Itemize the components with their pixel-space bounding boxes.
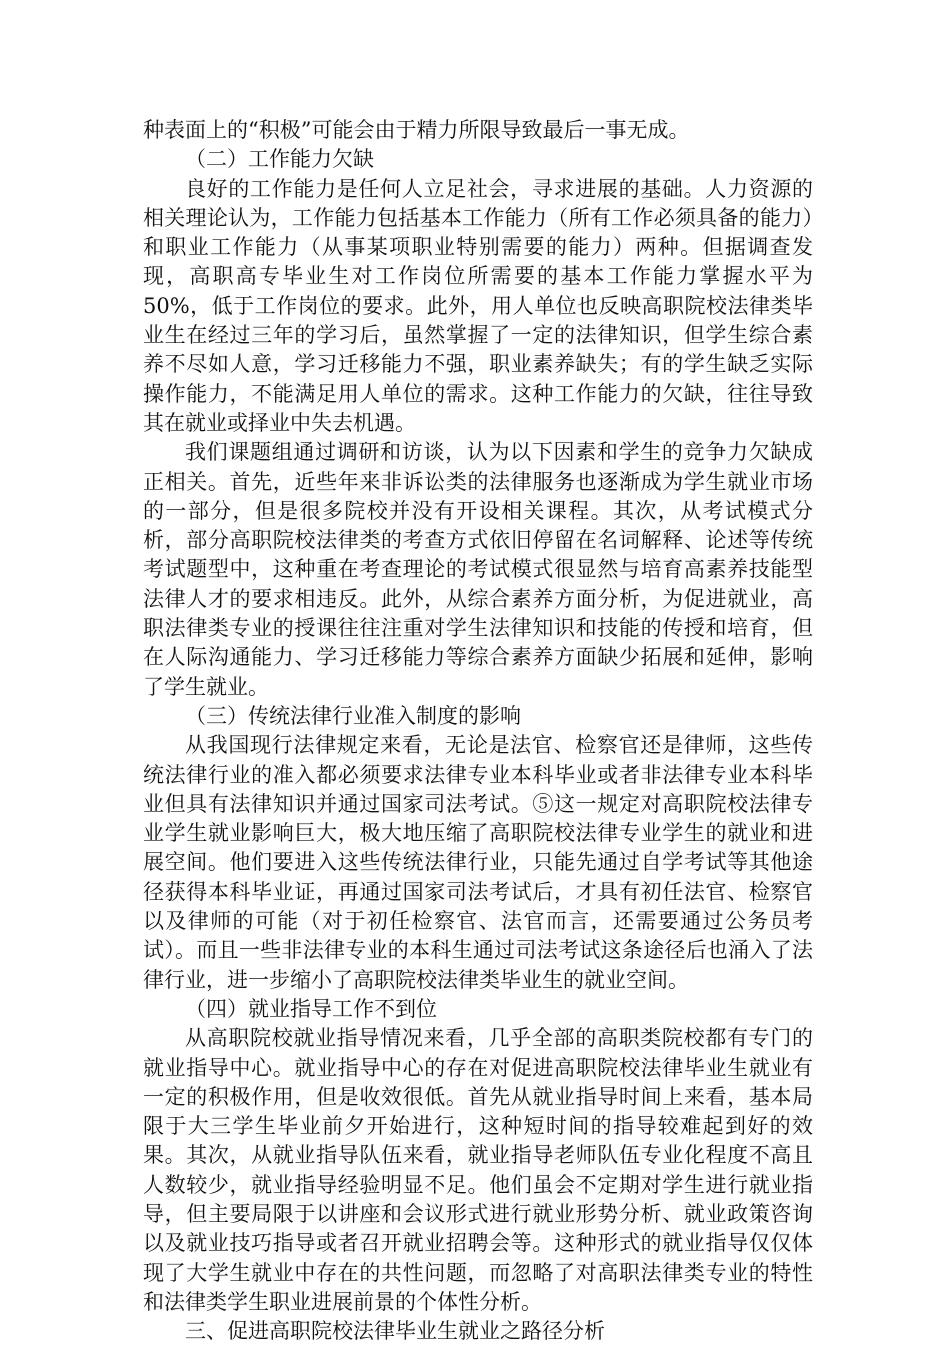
paragraph-career-guidance: 从高职院校就业指导情况来看，几乎全部的高职类院校都有专门的就业指导中心。就业指导中心的存在对促进高职院校法律毕业生就业有一定的积极作用，但是收效很低。首先从就业指导时间上来看，基本局限于大三学生毕业前夕开始进行，这种短时间的指导较难起到好的效果。其次，从就业指导队伍来看，就业指导老师队伍专业化程度不高且人数较少，就业指导经验明显不足。他们虽会不定期对学生进行就业指导，但主要局限于以讲座和会议形式进行就业形势分析、就业政策咨询以及就业技巧指导或者召开就业招聘会等。这种形式的就业指导仅仅体现了大学生就业中存在的共性问题，而忽略了对高职法律类专业的特性和法律类学生职业进展前景的个体性分析。 [143, 1026, 813, 1314]
section-heading-3: （三）传统法律行业准入制度的影响 [185, 703, 521, 728]
section-heading-2: （二）工作能力欠缺 [185, 147, 374, 172]
section-heading-4: （四）就业指导工作不到位 [185, 996, 437, 1021]
paragraph-research-group: 我们课题组通过调研和访谈，认为以下因素和学生的竞争力欠缺成正相关。首先，近些年来非诉讼类的法律服务也逐渐成为学生就业市场的一部分，但是很多院校并没有开设相关课程。其次，从考试模式分析，部分高职院校法律类的考查方式依旧停留在名词解释、论述等传统考试题型中，这种重在考查理论的考试模式很显然与培育高素养技能型法律人才的要求相违反。此外，从综合素养方面分析，为促进就业，高职法律类专业的授课往往注重对学生法律知识和技能的传授和培育，但在人际沟通能力、学习迁移能力等综合素养方面缺少拓展和延伸，影响了学生就业。 [143, 440, 813, 699]
paragraph-admission-system: 从我国现行法律规定来看，无论是法官、检察官还是律师，这些传统法律行业的准入都必须要求法律专业本科毕业或者非法律专业本科毕业但具有法律知识并通过国家司法考试。⑤这一规定对高职院校法律专业学生就业影响巨大，极大地压缩了高职院校法律专业学生的就业和进展空间。他们要进入这些传统法律行业，只能先通过自学考试等其他途径获得本科毕业证，再通过国家司法考试后，才具有初任法官、检察官以及律师的可能（对于初任检察官、法官而言，还需要通过公务员考试）。而且一些非法律专业的本科生通过司法考试这条途径后也涌入了法律行业，进一步缩小了高职院校法律类毕业生的就业空间。 [143, 733, 813, 992]
chapter-heading-3: 三、促进高职院校法律毕业生就业之路径分析 [185, 1319, 605, 1344]
paragraph-work-ability: 良好的工作能力是任何人立足社会，寻求进展的基础。人力资源的相关理论认为，工作能力包括基本工作能力（所有工作必须具备的能力）和职业工作能力（从事某项职业特别需要的能力）两种。但据调查发现，高职高专毕业生对工作岗位所需要的基本工作能力掌握水平为50%，低于工作岗位的要求。此外，用人单位也反映高职院校法律类毕业生在经过三年的学习后，虽然掌握了一定的法律知识，但学生综合素养不尽如人意，学习迁移能力不强，职业素养缺失；有的学生缺乏实际操作能力，不能满足用人单位的需求。这种工作能力的欠缺，往往导致其在就业或择业中失去机遇。 [143, 176, 813, 435]
document-body [143, 116, 813, 1346]
paragraph-continuation: 种表面上的“积极”可能会由于精力所限导致最后一事无成。 [143, 118, 690, 142]
